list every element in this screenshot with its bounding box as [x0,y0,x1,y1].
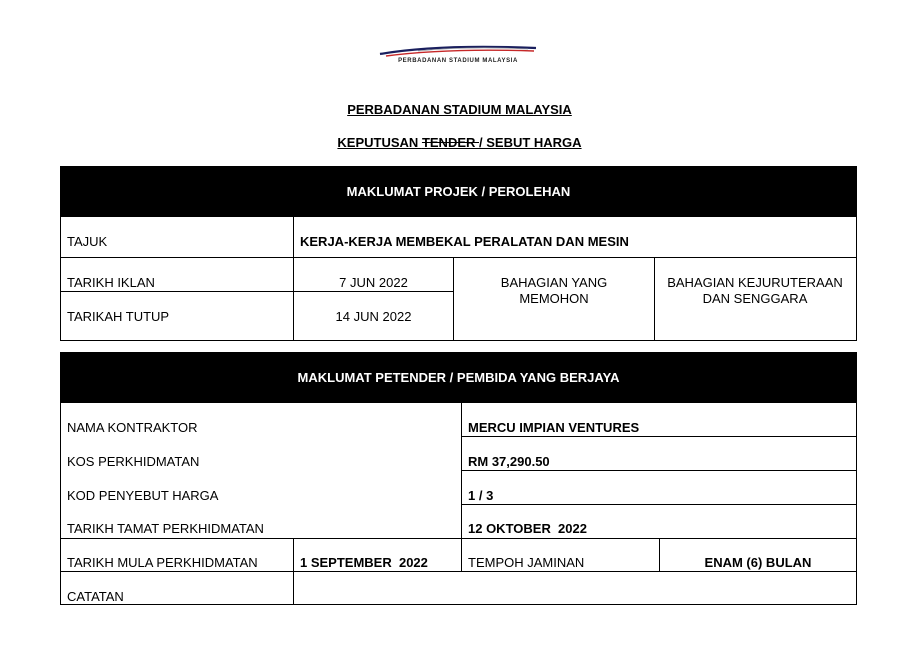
logo-swoosh-icon [378,44,538,58]
org-title: PERBADANAN STADIUM MALAYSIA [347,102,572,117]
kod-penyebut-harga-label: KOD PENYEBUT HARGA [67,488,219,503]
table-rule [461,403,462,572]
table-rule [453,257,454,341]
bahagian-label: BAHAGIAN YANG MEMOHON [500,275,608,306]
table-rule [60,571,857,572]
table-rule [60,257,857,258]
table-rule [60,340,857,341]
kos-perkhidmatan-label: KOS PERKHIDMATAN [67,454,200,469]
catatan-label: CATATAN [67,589,124,604]
tajuk-value: KERJA-KERJA MEMBEKAL PERALATAN DAN MESIN [300,234,629,249]
tarikh-tamat-label: TARIKH TAMAT PERKHIDMATAN [67,521,264,536]
table-rule [461,436,857,437]
kos-perkhidmatan-value: RM 37,290.50 [468,454,550,469]
subtitle-suffix: / SEBUT HARGA [479,135,582,150]
table-rule [60,538,857,539]
tarikh-iklan-label: TARIKH IKLAN [67,275,155,290]
bahagian-value: BAHAGIAN KEJURUTERAAN DAN SENGGARA [667,275,843,306]
table-rule [856,217,857,341]
tempoh-jaminan-value: ENAM (6) BULAN [704,555,812,570]
subtitle-prefix: KEPUTUSAN [337,135,422,150]
tarikh-mula-value: 1 SEPTEMBER 2022 [300,555,428,570]
kod-penyebut-harga-value: 1 / 3 [468,488,494,503]
project-info-band: MAKLUMAT PROJEK / PEROLEHAN [60,166,857,217]
table-rule [60,604,857,605]
nama-kontraktor-label: NAMA KONTRAKTOR [67,420,198,435]
tarikh-mula-label: TARIKH MULA PERKHIDMATAN [67,555,258,570]
table-rule [293,291,454,292]
document-subtitle [0,135,919,150]
table-rule [654,257,655,341]
tarikh-tutup-label: TARIKAH TUTUP [67,309,170,324]
logo [378,44,538,68]
subtitle-struck: TENDER [421,135,479,150]
tajuk-label: TAJUK [67,234,108,249]
logo-text: PERBADANAN STADIUM MALAYSIA [398,58,518,64]
table-rule [60,403,61,605]
table-rule [461,470,857,471]
table-rule [60,291,294,292]
tarikh-iklan-value: 7 JUN 2022 [339,275,408,290]
nama-kontraktor-value: MERCU IMPIAN VENTURES [468,420,640,435]
winner-info-band: MAKLUMAT PETENDER / PEMBIDA YANG BERJAYA [60,352,857,403]
tarikh-tamat-value: 12 OKTOBER 2022 [468,521,587,536]
table-rule [60,217,61,341]
tarikh-tutup-value: 14 JUN 2022 [335,309,412,324]
table-rule [461,504,857,505]
tempoh-jaminan-label: TEMPOH JAMINAN [468,555,585,570]
